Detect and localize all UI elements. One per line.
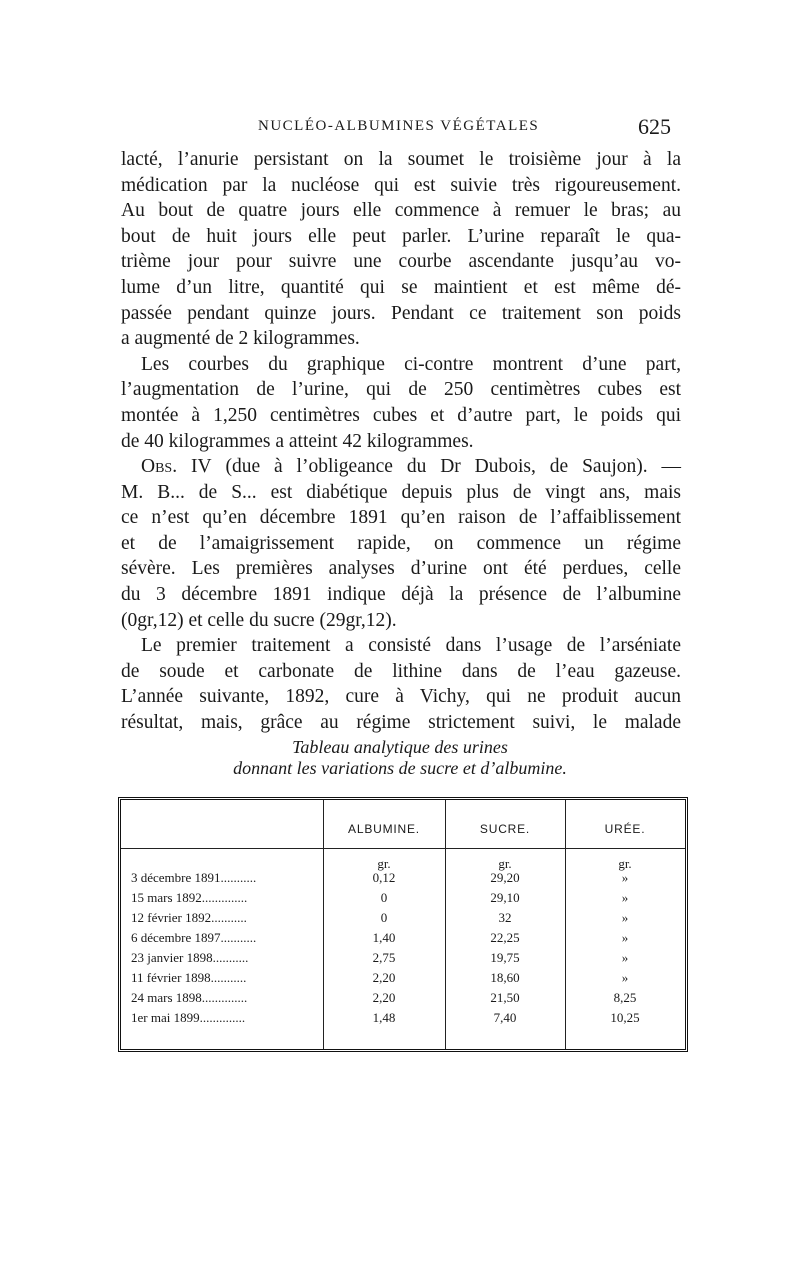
row-date: 12 février 1892...........: [131, 910, 247, 925]
sucre-value: 7,40: [493, 1010, 517, 1025]
uree-value: »: [621, 950, 629, 965]
uree-value: »: [621, 930, 629, 945]
text-line: trième jour pour suivre une courbe ascendante jusqu’au vo-: [121, 251, 681, 273]
sucre-value: 29,20: [490, 870, 520, 885]
unit-label: gr.: [377, 856, 391, 871]
running-title: NUCLÉO-ALBUMINES VÉGÉTALES: [258, 118, 540, 134]
table-row: [121, 1010, 685, 1029]
table-row: [121, 870, 685, 889]
table-caption-line1: Tableau analytique des urines: [292, 737, 508, 757]
row-date: 1er mai 1899..............: [131, 1010, 246, 1025]
text-line: ce n’est qu’en décembre 1891 qu’en raison de l’affaiblissement: [121, 507, 681, 529]
text-line: de soude et carbonate de lithine dans de l’eau gazeuse.: [121, 660, 681, 682]
observation-label: Obs. IV: [141, 456, 212, 477]
albumine-value: 1,48: [372, 1010, 396, 1025]
text-line: (0gr,12) et celle du sucre (29gr,12).: [121, 609, 397, 631]
text-line: L’année suivante, 1892, cure à Vichy, qui ne produit aucun: [121, 686, 681, 708]
text-line: de 40 kilogrammes a atteint 42 kilogrammes.: [121, 430, 474, 452]
column-header-sucre: SUCRE.: [479, 822, 531, 836]
header-divider: [121, 848, 685, 849]
text-line: et de l’amaigrissement rapide, on commence un régime: [121, 532, 681, 554]
text-line: Les courbes du graphique ci-contre montrent d’une part,: [141, 353, 681, 375]
sucre-value: 18,60: [490, 970, 520, 985]
page-number: 625: [638, 114, 671, 139]
text-line: lacté, l’anurie persistant on la soumet le troisième jour à la: [121, 149, 681, 170]
text-segment: (due à l’obligeance du Dr Dubois, de Saujon). —: [225, 456, 682, 477]
uree-value: 10,25: [610, 1010, 640, 1025]
sucre-value: 29,10: [490, 890, 520, 905]
sucre-value: 22,25: [490, 930, 520, 945]
row-date: 11 février 1898...........: [131, 970, 247, 985]
column-header-albumine: ALBUMINE.: [348, 822, 420, 836]
table-row: [121, 910, 685, 929]
albumine-value: 2,75: [372, 950, 396, 965]
uree-value: »: [621, 870, 629, 885]
albumine-value: 0: [380, 890, 388, 905]
albumine-value: 0: [380, 910, 388, 925]
text-line: résultat, mais, grâce au régime strictement suivi, le malade: [121, 711, 681, 733]
text-line: Au bout de quatre jours elle commence à remuer le bras; au: [121, 200, 681, 222]
uree-value: »: [621, 970, 629, 985]
text-line: passée pendant quinze jours. Pendant ce traitement son poids: [121, 302, 681, 324]
row-date: 6 décembre 1897...........: [131, 930, 257, 945]
albumine-value: 2,20: [372, 990, 396, 1005]
text-line: M. B... de S... est diabétique depuis plus de vingt ans, mais: [121, 481, 681, 503]
albumine-value: 2,20: [372, 970, 396, 985]
table-caption-line2: donnant les variations de sucre et d’albumine.: [233, 758, 567, 778]
text-line: médication par la nucléose qui est suivie très rigoureusement.: [121, 174, 681, 196]
uree-value: »: [621, 910, 629, 925]
observation-paragraph: [121, 454, 681, 736]
uree-value: »: [621, 890, 629, 905]
text-line: sévère. Les premières analyses d’urine ont été perdues, celle: [121, 558, 681, 580]
sucre-value: 32: [498, 910, 512, 925]
table-row: [121, 950, 685, 969]
albumine-value: 1,40: [372, 930, 396, 945]
uree-value: 8,25: [613, 990, 637, 1005]
albumine-value: 0,12: [372, 870, 396, 885]
text-line: montée à 1,250 centimètres cubes et d’autre part, le poids qui: [121, 404, 681, 426]
unit-label: gr.: [618, 856, 632, 871]
table-row: [121, 990, 685, 1009]
row-date: 23 janvier 1898...........: [131, 950, 249, 965]
paragraph-continuation: [121, 147, 681, 454]
row-date: 15 mars 1892..............: [131, 890, 248, 905]
table-row: [121, 970, 685, 989]
row-date: 3 décembre 1891...........: [131, 870, 257, 885]
page-header: [0, 114, 800, 142]
sucre-value: 21,50: [490, 990, 520, 1005]
sucre-value: 19,75: [490, 950, 520, 965]
table-row: [121, 890, 685, 909]
text-line: Le premier traitement a consisté dans l’usage de l’arséniate: [141, 635, 681, 657]
text-line: a augmenté de 2 kilogrammes.: [121, 328, 360, 350]
analysis-table: [118, 797, 688, 1052]
text-line: l’augmentation de l’urine, qui de 250 centimètres cubes est: [121, 379, 681, 401]
text-line: lume d’un litre, quantité qui se maintient et est même dé-: [121, 276, 681, 298]
text-line: bout de huit jours elle peut parler. L’urine reparaît le qua-: [121, 225, 681, 247]
column-header-uree: URÉE.: [604, 822, 646, 836]
text-line: du 3 décembre 1891 indique déjà la présence de l’albumine: [121, 583, 681, 605]
table-row: [121, 930, 685, 949]
row-date: 24 mars 1898..............: [131, 990, 248, 1005]
unit-label: gr.: [498, 856, 512, 871]
text-line: [121, 454, 681, 480]
